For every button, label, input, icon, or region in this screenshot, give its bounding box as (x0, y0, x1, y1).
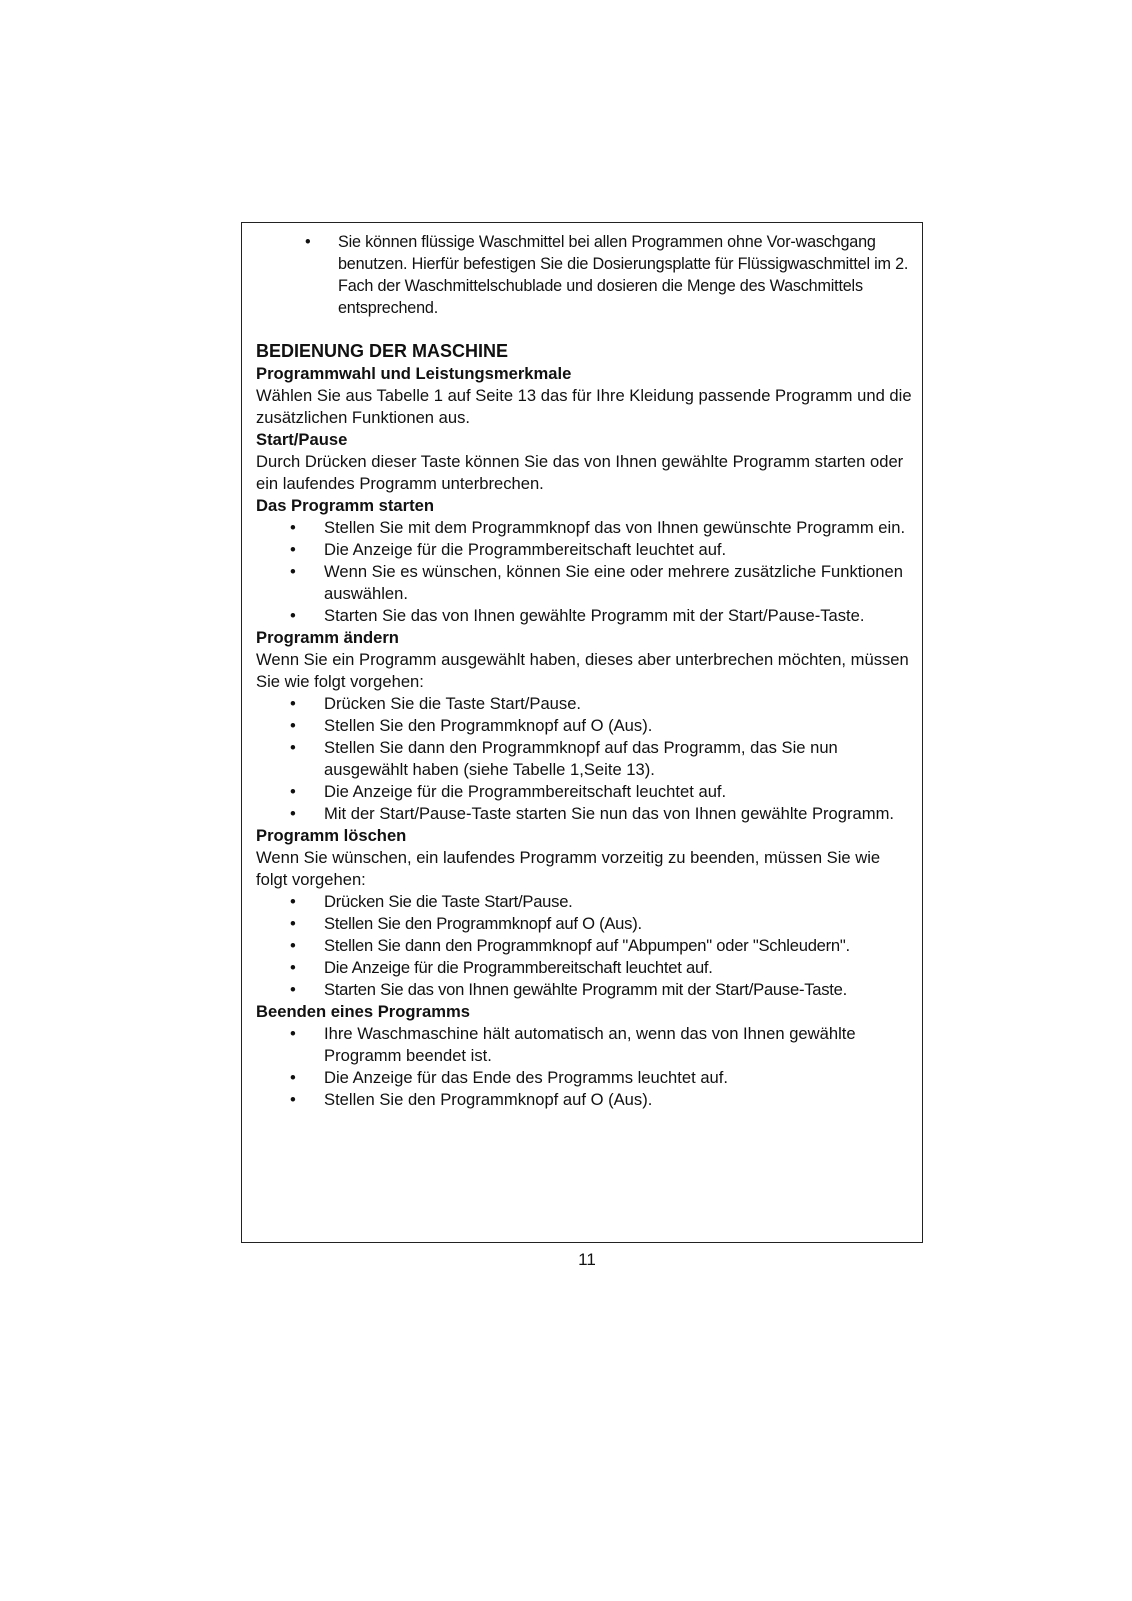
list-item: • Stellen Sie den Programmknopf auf O (Aus). (256, 913, 916, 935)
programm-starten-list (256, 517, 916, 627)
programm-aendern-text: Wenn Sie ein Programm ausgewählt haben, dieses aber unterbrechen möchten, müssen Sie wie folgt vorgehen: (256, 650, 909, 691)
list-item: • Stellen Sie dann den Programmknopf auf "Abpumpen" oder "Schleudern". (256, 935, 916, 957)
list-item: • Ihre Waschmaschine hält automatisch an, wenn das von Ihnen gewählte Programm beendet ist. (256, 1023, 916, 1067)
content-frame (241, 222, 923, 1243)
list-item: • Stellen Sie mit dem Programmknopf das von Ihnen gewünschte Programm ein. (256, 517, 916, 539)
section-title: BEDIENUNG DER MASCHINE (256, 341, 509, 361)
programm-starten-heading: Das Programm starten (256, 496, 434, 515)
start-pause-heading: Start/Pause (256, 430, 348, 449)
page-content (256, 231, 916, 1111)
list-item: • Stellen Sie den Programmknopf auf O (Aus). (256, 715, 916, 737)
programmwahl-text: Wählen Sie aus Tabelle 1 auf Seite 13 das für Ihre Kleidung passende Programm und die zusätzlichen Funktionen aus. (256, 386, 912, 427)
list-item: • Die Anzeige für die Programmbereitschaft leuchtet auf. (256, 539, 916, 561)
list-item: • Die Anzeige für die Programmbereitschaft leuchtet auf. (256, 781, 916, 803)
intro-list (256, 231, 916, 319)
beenden-heading: Beenden eines Programms (256, 1002, 470, 1021)
list-item: • Die Anzeige für die Programmbereitschaft leuchtet auf. (256, 957, 916, 979)
list-item: • Mit der Start/Pause-Taste starten Sie nun das von Ihnen gewählte Programm. (256, 803, 916, 825)
start-pause-text: Durch Drücken dieser Taste können Sie das von Ihnen gewählte Programm starten oder ein laufendes Programm unterbrechen. (256, 452, 904, 493)
beenden-list (256, 1023, 916, 1111)
programm-loeschen-heading: Programm löschen (256, 826, 407, 845)
intro-bullet: • Sie können flüssige Waschmittel bei allen Programmen ohne Vor-waschgang benutzen. Hierfür befestigen Sie die Dosierungsplatte für Flüssigwaschmittel im 2. Fach der Waschmittelschublade und dosieren die Menge des Waschmittels entsprechend. (256, 231, 916, 319)
programm-loeschen-text: Wenn Sie wünschen, ein laufendes Programm vorzeitig zu beenden, müssen Sie wie folgt vorgehen: (256, 848, 881, 889)
list-item: • Drücken Sie die Taste Start/Pause. (256, 891, 916, 913)
programmwahl-heading: Programmwahl und Leistungsmerkmale (256, 364, 572, 383)
list-item: • Stellen Sie den Programmknopf auf O (Aus). (256, 1089, 916, 1111)
list-item: • Starten Sie das von Ihnen gewählte Programm mit der Start/Pause-Taste. (256, 979, 916, 1001)
programm-aendern-list (256, 693, 916, 825)
list-item: • Die Anzeige für das Ende des Programms leuchtet auf. (256, 1067, 916, 1089)
page-number: 11 (578, 1250, 596, 1269)
list-item: • Drücken Sie die Taste Start/Pause. (256, 693, 916, 715)
programm-loeschen-list (256, 891, 916, 1001)
programm-aendern-heading: Programm ändern (256, 628, 399, 647)
list-item: • Starten Sie das von Ihnen gewählte Programm mit der Start/Pause-Taste. (256, 605, 916, 627)
list-item: • Stellen Sie dann den Programmknopf auf das Programm, das Sie nun ausgewählt haben (siehe Tabelle 1,Seite 13). (256, 737, 916, 781)
list-item: • Wenn Sie es wünschen, können Sie eine oder mehrere zusätzliche Funktionen auswählen. (256, 561, 916, 605)
